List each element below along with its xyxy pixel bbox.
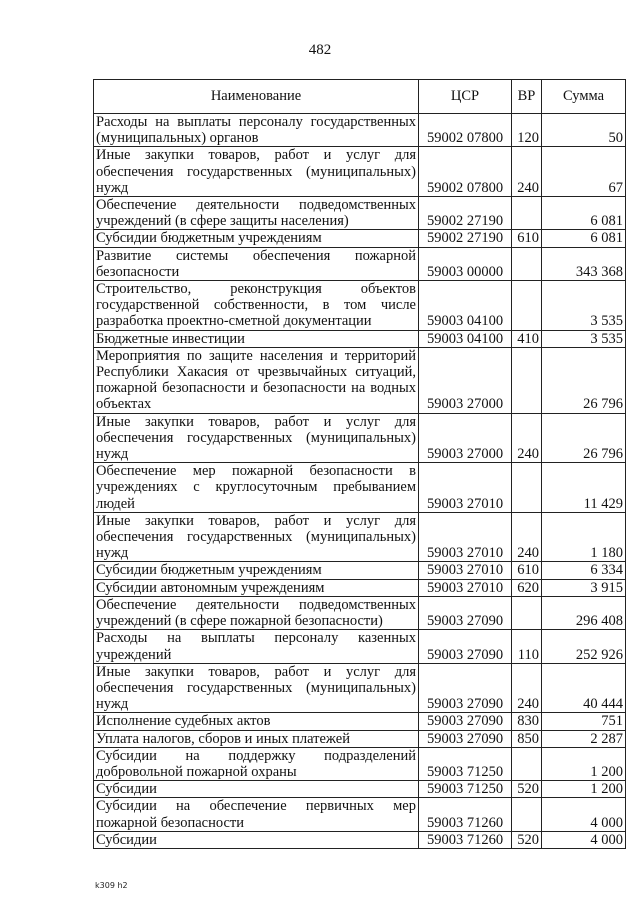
- row-vr-cell: 610: [512, 230, 542, 247]
- row-vr-cell: 110: [512, 630, 542, 663]
- table-row: [94, 747, 626, 780]
- row-sum-cell: 3 535: [542, 330, 626, 347]
- row-name-cell: Расходы на выплаты персоналу государственных (муниципальных) органов: [94, 114, 419, 147]
- row-sum-cell: 1 200: [542, 747, 626, 780]
- row-name-cell: Обеспечение деятельности подведомственных учреждений (в сфере пожарной безопасности): [94, 596, 419, 629]
- table-row: [94, 281, 626, 331]
- row-vr-cell: [512, 798, 542, 831]
- row-csr-cell: 59003 04100: [419, 281, 512, 331]
- header-name: Наименование: [94, 80, 419, 114]
- row-csr-cell: 59003 27090: [419, 663, 512, 713]
- row-sum-cell: 4 000: [542, 831, 626, 848]
- row-csr-cell: 59002 07800: [419, 114, 512, 147]
- row-vr-cell: 850: [512, 730, 542, 747]
- row-csr-cell: 59003 27090: [419, 596, 512, 629]
- table-row: [94, 630, 626, 663]
- row-vr-cell: 830: [512, 713, 542, 730]
- table-row: [94, 330, 626, 347]
- row-name-cell: Субсидии автономным учреждениям: [94, 579, 419, 596]
- row-sum-cell: 343 368: [542, 247, 626, 280]
- header-sum: Сумма: [542, 80, 626, 114]
- header-csr: ЦСР: [419, 80, 512, 114]
- row-name-cell: Субсидии: [94, 781, 419, 798]
- row-csr-cell: 59003 27090: [419, 630, 512, 663]
- row-name-cell: Иные закупки товаров, работ и услуг для обеспечения государственных (муниципальных) нужд: [94, 413, 419, 463]
- row-sum-cell: 11 429: [542, 463, 626, 513]
- table-row: [94, 781, 626, 798]
- table-row: [94, 562, 626, 579]
- table-row: [94, 831, 626, 848]
- table-row: [94, 413, 626, 463]
- row-sum-cell: 6 081: [542, 197, 626, 230]
- row-sum-cell: 2 287: [542, 730, 626, 747]
- row-vr-cell: 240: [512, 663, 542, 713]
- page-number: 482: [308, 42, 332, 58]
- row-name-cell: Обеспечение мер пожарной безопасности в учреждениях с круглосуточным пребыванием людей: [94, 463, 419, 513]
- row-name-cell: Строительство, реконструкция объектов государственной собственности, в том числе разработка проектно-сметной документации: [94, 281, 419, 331]
- row-sum-cell: 26 796: [542, 413, 626, 463]
- row-sum-cell: 67: [542, 147, 626, 197]
- row-sum-cell: 296 408: [542, 596, 626, 629]
- row-csr-cell: 59003 00000: [419, 247, 512, 280]
- row-name-cell: Уплата налогов, сборов и иных платежей: [94, 730, 419, 747]
- budget-table: [93, 79, 626, 849]
- row-sum-cell: 3 535: [542, 281, 626, 331]
- row-name-cell: Обеспечение деятельности подведомственных учреждений (в сфере защиты населения): [94, 197, 419, 230]
- table-row: [94, 147, 626, 197]
- table-row: [94, 197, 626, 230]
- row-vr-cell: [512, 347, 542, 413]
- table-row: [94, 247, 626, 280]
- row-vr-cell: 240: [512, 413, 542, 463]
- row-name-cell: Расходы на выплаты персоналу казенных учреждений: [94, 630, 419, 663]
- table-row: [94, 663, 626, 713]
- table-body: [94, 114, 626, 849]
- row-vr-cell: [512, 197, 542, 230]
- row-csr-cell: 59003 71250: [419, 781, 512, 798]
- table-row: [94, 512, 626, 562]
- row-name-cell: Иные закупки товаров, работ и услуг для обеспечения государственных (муниципальных) нужд: [94, 663, 419, 713]
- row-vr-cell: [512, 247, 542, 280]
- row-csr-cell: 59002 07800: [419, 147, 512, 197]
- table-row: [94, 596, 626, 629]
- table-row: [94, 798, 626, 831]
- row-name-cell: Субсидии бюджетным учреждениям: [94, 562, 419, 579]
- row-csr-cell: 59003 27010: [419, 562, 512, 579]
- row-vr-cell: [512, 747, 542, 780]
- row-sum-cell: 26 796: [542, 347, 626, 413]
- table-row: [94, 713, 626, 730]
- row-sum-cell: 751: [542, 713, 626, 730]
- row-csr-cell: 59003 27090: [419, 730, 512, 747]
- row-vr-cell: [512, 281, 542, 331]
- row-vr-cell: [512, 596, 542, 629]
- table-header-row: [94, 80, 626, 114]
- row-sum-cell: 6 081: [542, 230, 626, 247]
- row-csr-cell: 59003 71260: [419, 798, 512, 831]
- row-sum-cell: 6 334: [542, 562, 626, 579]
- row-vr-cell: 610: [512, 562, 542, 579]
- row-name-cell: Иные закупки товаров, работ и услуг для обеспечения государственных (муниципальных) нужд: [94, 147, 419, 197]
- row-csr-cell: 59003 71250: [419, 747, 512, 780]
- row-csr-cell: 59003 27010: [419, 579, 512, 596]
- row-name-cell: Субсидии бюджетным учреждениям: [94, 230, 419, 247]
- row-name-cell: Иные закупки товаров, работ и услуг для обеспечения государственных (муниципальных) нужд: [94, 512, 419, 562]
- row-vr-cell: 520: [512, 831, 542, 848]
- row-sum-cell: 50: [542, 114, 626, 147]
- footer-code: k309 h2: [95, 881, 128, 890]
- row-sum-cell: 252 926: [542, 630, 626, 663]
- row-name-cell: Субсидии на обеспечение первичных мер пожарной безопасности: [94, 798, 419, 831]
- row-sum-cell: 40 444: [542, 663, 626, 713]
- row-sum-cell: 1 200: [542, 781, 626, 798]
- header-vr: ВР: [512, 80, 542, 114]
- table-row: [94, 114, 626, 147]
- row-name-cell: Исполнение судебных актов: [94, 713, 419, 730]
- row-sum-cell: 4 000: [542, 798, 626, 831]
- row-csr-cell: 59003 27010: [419, 463, 512, 513]
- row-csr-cell: 59003 04100: [419, 330, 512, 347]
- row-csr-cell: 59003 27090: [419, 713, 512, 730]
- row-csr-cell: 59002 27190: [419, 197, 512, 230]
- row-name-cell: Субсидии на поддержку подразделений добровольной пожарной охраны: [94, 747, 419, 780]
- row-vr-cell: 620: [512, 579, 542, 596]
- row-vr-cell: 520: [512, 781, 542, 798]
- row-vr-cell: 120: [512, 114, 542, 147]
- row-csr-cell: 59003 27010: [419, 512, 512, 562]
- row-vr-cell: 240: [512, 147, 542, 197]
- row-name-cell: Субсидии: [94, 831, 419, 848]
- row-csr-cell: 59003 71260: [419, 831, 512, 848]
- table-row: [94, 230, 626, 247]
- table-row: [94, 579, 626, 596]
- row-vr-cell: 240: [512, 512, 542, 562]
- row-vr-cell: [512, 463, 542, 513]
- row-name-cell: Бюджетные инвестиции: [94, 330, 419, 347]
- row-name-cell: Развитие системы обеспечения пожарной безопасности: [94, 247, 419, 280]
- table-row: [94, 347, 626, 413]
- row-sum-cell: 3 915: [542, 579, 626, 596]
- row-csr-cell: 59003 27000: [419, 413, 512, 463]
- row-name-cell: Мероприятия по защите населения и территорий Республики Хакасия от чрезвычайных ситуаций, пожарной безопасности и безопасности на водных объектах: [94, 347, 419, 413]
- row-vr-cell: 410: [512, 330, 542, 347]
- table-row: [94, 463, 626, 513]
- table-row: [94, 730, 626, 747]
- row-csr-cell: 59002 27190: [419, 230, 512, 247]
- row-sum-cell: 1 180: [542, 512, 626, 562]
- row-csr-cell: 59003 27000: [419, 347, 512, 413]
